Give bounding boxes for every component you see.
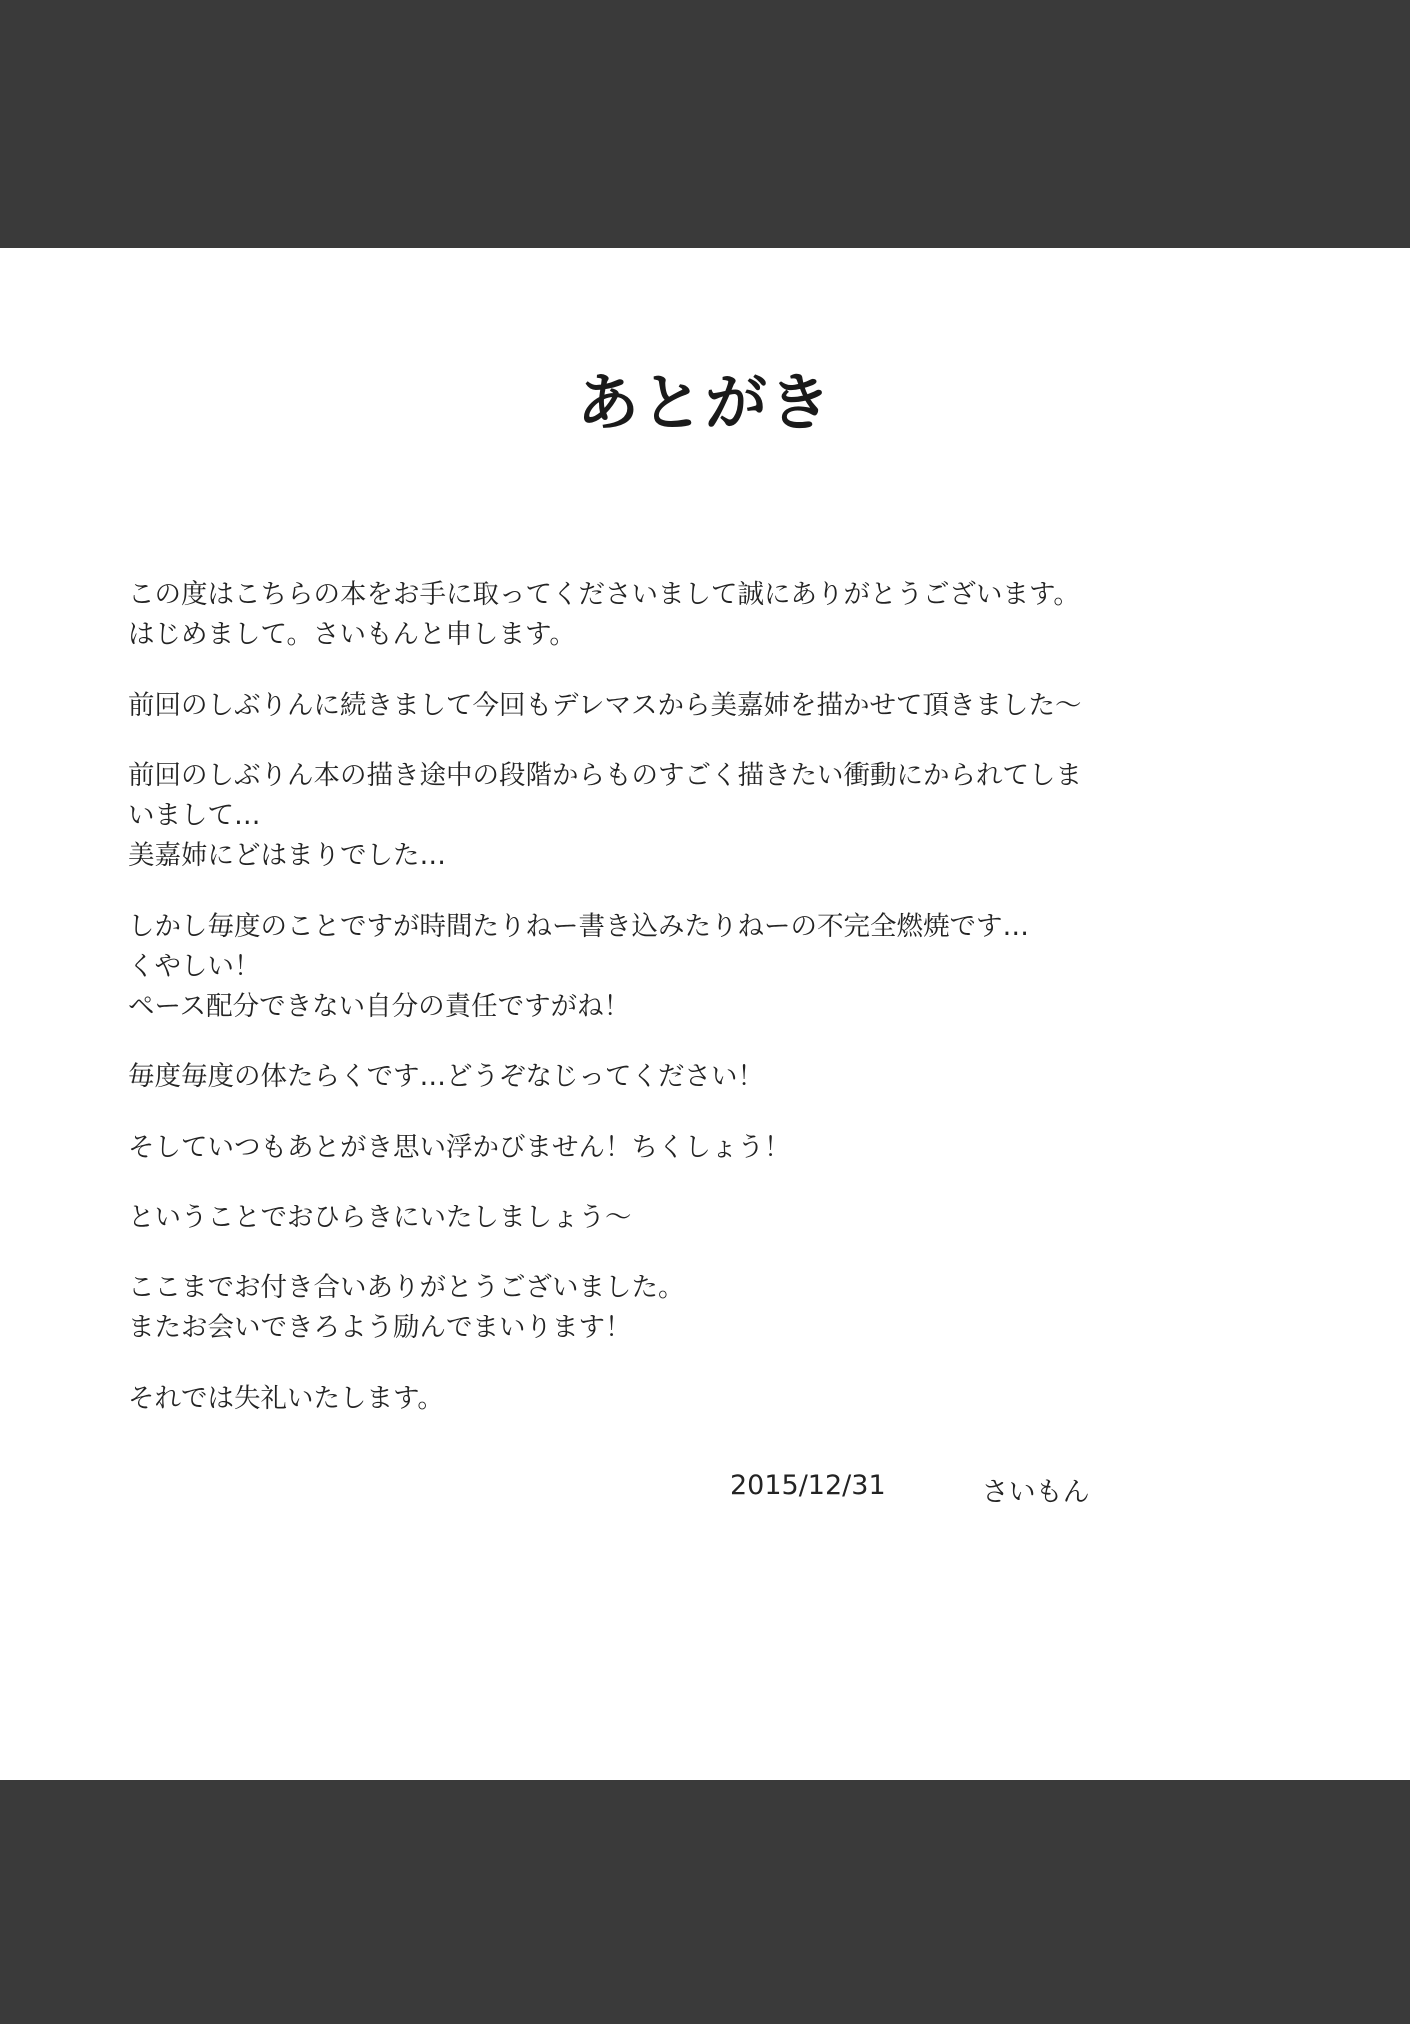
signature-date: 2015/12/31 xyxy=(730,1470,886,1501)
text-line: ということでおひらきにいたしましょう〜 xyxy=(128,1201,632,1233)
text-line: 毎度毎度の体たらくです…どうぞなじってください！ xyxy=(128,1061,764,1093)
page-sheet xyxy=(0,248,1410,1780)
top-border-band xyxy=(0,0,1410,248)
text-line: ここまでお付き合いありがとうございました。 xyxy=(128,1272,685,1304)
paragraph xyxy=(128,1057,1308,1097)
page-title: あとがき xyxy=(576,366,833,439)
text-line: 前回のしぶりん本の描き途中の段階からものすごく描きたい衝動にかられてしま xyxy=(128,759,1082,791)
paragraph xyxy=(128,1268,1308,1349)
text-line: しかし毎度のことですが時間たりねー書き込みたりねーの不完全燃焼です… xyxy=(128,910,1029,942)
text-line: 美嘉姉にどはまりでした… xyxy=(128,840,446,872)
paragraph xyxy=(128,1198,1308,1238)
paragraph xyxy=(128,1379,1308,1419)
text-line: この度はこちらの本をお手に取ってくださいまして誠にありがとうございます。 xyxy=(128,579,1080,610)
text-line: いまして… xyxy=(128,800,261,832)
paragraph xyxy=(128,686,1308,726)
text-line: ペース配分できない自分の責任ですがね！ xyxy=(128,991,631,1023)
text-line: それでは失礼いたします。 xyxy=(128,1382,444,1414)
signature-block xyxy=(0,1470,1410,1509)
text-line: またお会いできろよう励んでまいります！ xyxy=(128,1312,632,1344)
text-line: 前回のしぶりんに続きまして今回もデレマスから美嘉姉を描かせて頂きました〜 xyxy=(128,689,1082,721)
paragraph xyxy=(128,575,1308,656)
paragraph xyxy=(128,1128,1308,1168)
afterword-body xyxy=(128,575,1308,1419)
paragraph xyxy=(128,907,1308,1028)
paragraph xyxy=(128,756,1308,877)
bottom-border-band xyxy=(0,1780,1410,2024)
signature-name: さいもん xyxy=(981,1477,1090,1508)
text-line: くやしい！ xyxy=(128,950,261,982)
text-line: はじめまして。さいもんと申します。 xyxy=(128,619,576,651)
text-line: そしていつもあとがき思い浮かびません！ちくしょう！ xyxy=(128,1131,791,1163)
